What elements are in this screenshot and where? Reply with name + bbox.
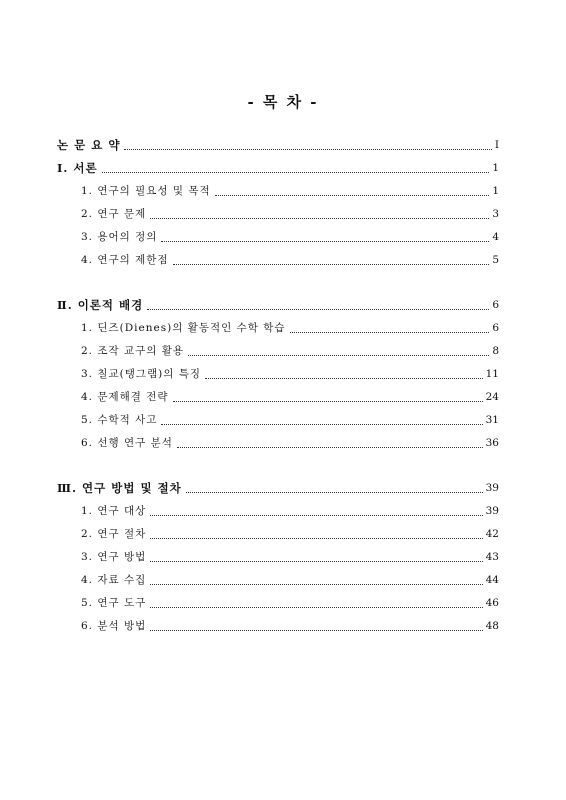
toc-entry-label: 6. 선행 연구 분석 [81, 437, 173, 449]
toc-page-number: 6 [492, 299, 499, 311]
toc-entry-label: 1. 연구의 필요성 및 목적 [81, 185, 211, 197]
toc-page-number: 4 [492, 231, 499, 243]
toc-page-number: 6 [492, 322, 499, 334]
dot-leader [150, 217, 489, 219]
toc-entry-label: Ⅱ. 이론적 배경 [57, 298, 144, 312]
dot-leader [150, 606, 482, 608]
toc-page-number: 43 [485, 551, 499, 563]
section-spacer [57, 455, 499, 477]
toc-subsection-entry [57, 523, 499, 546]
toc-entry-label: 5. 수학적 사고 [81, 414, 158, 426]
toc-entry-label: 2. 조작 교구의 활용 [81, 345, 185, 357]
toc-subsection-entry [57, 386, 499, 409]
dot-leader [102, 171, 490, 173]
dot-leader [150, 514, 482, 516]
toc-entry-label: 2. 연구 문제 [81, 208, 147, 220]
dot-leader [161, 240, 489, 242]
toc-entry-label: 1. 연구 대상 [81, 505, 147, 517]
toc-section-heading [57, 477, 499, 500]
toc-subsection-entry [57, 569, 499, 592]
toc-page-number: 3 [492, 208, 499, 220]
dot-leader [186, 491, 483, 493]
toc-page-number: 31 [485, 414, 499, 426]
toc-subsection-entry [57, 363, 499, 386]
dot-leader [150, 537, 482, 539]
toc-entry-label: 4. 자료 수집 [81, 574, 147, 586]
toc-entry-label: 3. 연구 방법 [81, 551, 147, 563]
toc-entry-label: 5. 연구 도구 [81, 597, 147, 609]
toc-entry-label: 4. 연구의 제한점 [81, 254, 169, 266]
toc-section-heading [57, 294, 499, 317]
toc-page-number: I [494, 139, 499, 151]
toc-subsection-entry [57, 409, 499, 432]
toc-subsection-entry [57, 203, 499, 226]
dot-leader [124, 148, 491, 150]
toc-entry-label: Ⅲ. 연구 방법 및 절차 [57, 481, 182, 495]
toc-entry-label: 1. 딘즈(Dienes)의 활동적인 수학 학습 [81, 322, 286, 334]
dot-leader [290, 331, 490, 333]
toc-page-number: 8 [492, 345, 499, 357]
toc-section-heading [57, 134, 499, 157]
toc-page-number: 44 [485, 574, 499, 586]
toc-page-number: 39 [485, 482, 499, 494]
toc-page-number: 42 [485, 528, 499, 540]
toc-page-number: 36 [485, 437, 499, 449]
toc-subsection-entry [57, 615, 499, 638]
toc-page-number: 39 [485, 505, 499, 517]
toc-subsection-entry [57, 592, 499, 615]
toc-entry-label: 3. 칠교(탱그램)의 특징 [81, 368, 202, 380]
dot-leader [147, 308, 489, 310]
toc-entry-label: Ⅰ. 서론 [57, 161, 98, 175]
toc-page-number: 48 [485, 620, 499, 632]
dot-leader [150, 629, 482, 631]
dot-leader [205, 377, 483, 379]
dot-leader [173, 400, 483, 402]
toc-section-heading [57, 157, 499, 180]
toc-subsection-entry [57, 432, 499, 455]
dot-leader [161, 423, 482, 425]
toc-subsection-entry [57, 317, 499, 340]
page-title: - 목 차 - [247, 93, 319, 111]
toc-subsection-entry [57, 226, 499, 249]
toc-page-number: 5 [492, 254, 499, 266]
dot-leader [150, 583, 482, 585]
toc-subsection-entry [57, 546, 499, 569]
toc-entry-label: 2. 연구 절차 [81, 528, 147, 540]
dot-leader [188, 354, 489, 356]
dot-leader [215, 194, 490, 196]
section-spacer [57, 272, 499, 294]
toc-entry-label: 논 문 요 약 [57, 138, 121, 152]
toc-subsection-entry [57, 500, 499, 523]
toc-subsection-entry [57, 249, 499, 272]
toc-page-number: 1 [492, 185, 499, 197]
toc-page-number: 24 [485, 391, 499, 403]
toc-subsection-entry [57, 340, 499, 363]
toc-page-number: 11 [485, 368, 499, 380]
toc-page-number: 1 [492, 162, 499, 174]
dot-leader [177, 446, 483, 448]
dot-leader [150, 560, 482, 562]
toc-entry-label: 6. 분석 방법 [81, 620, 147, 632]
toc-entry-label: 3. 용어의 정의 [81, 231, 158, 243]
dot-leader [173, 263, 490, 265]
table-of-contents [57, 134, 499, 638]
toc-subsection-entry [57, 180, 499, 203]
toc-entry-label: 4. 문제해결 전략 [81, 391, 169, 403]
toc-page-number: 46 [485, 597, 499, 609]
